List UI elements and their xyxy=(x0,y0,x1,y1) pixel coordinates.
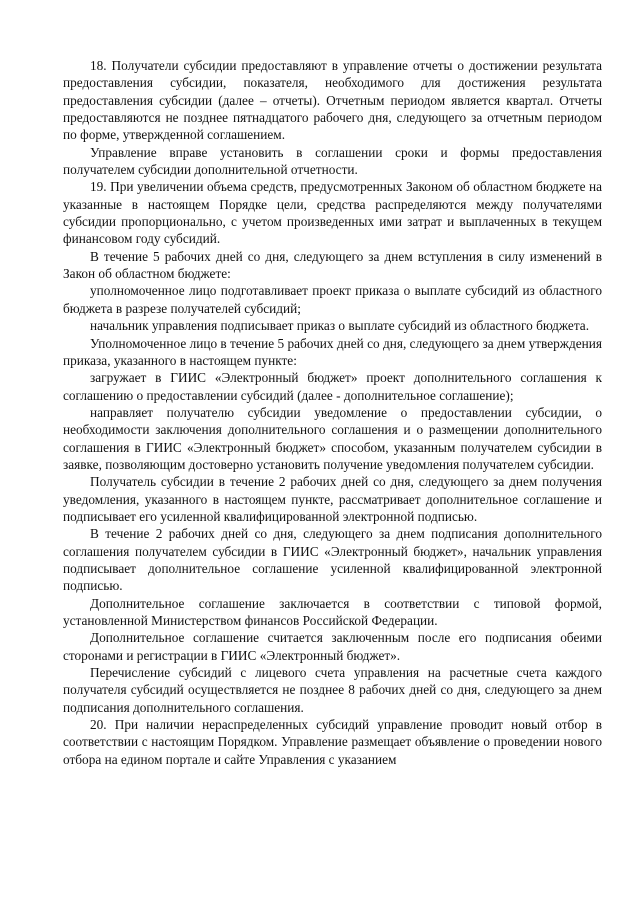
paragraph-19-transfer: Перечисление субсидий с лицевого счета управления на расчетные счета каждого получателя субсидий осуществляется не позднее 8 рабочих дней со дня, следующего за днем подписания дополнительного соглашения. xyxy=(63,665,602,715)
paragraph-19-item-sign-order: начальник управления подписывает приказ о выплате субсидий из областного бюджета. xyxy=(90,318,590,334)
paragraph-19: 19. При увеличении объема средств, предусмотренных Законом об областном бюджете на указанные в настоящем Порядке цели, средства распределяются между получателями субсидии пропорционально, с учетом произведенных ими затрат и выплаченных в текущем финансовом году субсидий. xyxy=(63,179,602,247)
paragraph-19-item-draft-order: уполномоченное лицо подготавливает проект приказа о выплате субсидий из областного бюджета в разрезе получателей субсидий; xyxy=(63,283,602,316)
paragraph-19-recipient-signs: Получатель субсидии в течение 2 рабочих дней со дня, следующего за днем получения уведомления, указанного в настоящем пункте, рассматривает дополнительное соглашение и подписывает его усиленной квалифицированной электронной подписью. xyxy=(63,474,602,524)
document-body xyxy=(63,57,602,768)
paragraph-18: 18. Получатели субсидии предоставляют в управление отчеты о достижении результата предоставления субсидии, показателя, необходимого для достижения результата предоставления субсидии (далее – отчеты). Отчетным периодом является квартал. Отчеты предоставляются не позднее пятнадцатого рабочего дня, следующего за отчетным периодом по форме, утвержденной соглашением. xyxy=(63,58,602,143)
paragraph-19-head-signs: В течение 2 рабочих дней со дня, следующего за днем подписания дополнительного соглашения получателем субсидии в ГИИС «Электронный бюджет», начальник управления подписывает дополнительное соглашение усиленной квалифицированной электронной подписью. xyxy=(63,526,602,594)
paragraph-19-item-notify: направляет получателю субсидии уведомление о предоставлении субсидии, о необходимости заключения дополнительного соглашения и о размещении дополнительного соглашения в ГИИС «Электронный бюджет» способом, указанным получателем субсидии в заявке, позволяющим достоверно установить получение уведомления получателем субсидии. xyxy=(63,404,602,472)
paragraph-19-item-upload: загружает в ГИИС «Электронный бюджет» проект дополнительного соглашения к соглашению о предоставлении субсидий (далее - дополнительное соглашение); xyxy=(63,370,602,403)
paragraph-19-authorized-person: Уполномоченное лицо в течение 5 рабочих дней со дня, следующего за днем утверждения приказа, указанного в настоящем пункте: xyxy=(63,335,602,368)
paragraph-19-concluded: Дополнительное соглашение считается заключенным после его подписания обеими сторонами и регистрации в ГИИС «Электронный бюджет». xyxy=(63,630,602,663)
paragraph-19-deadline: В течение 5 рабочих дней со дня, следующего за днем вступления в силу изменений в Закон об областном бюджете: xyxy=(63,248,602,282)
paragraph-20: 20. При наличии нераспределенных субсидий управление проводит новый отбор в соответствии с настоящим Порядком. Управление размещает объявление о проведении нового отбора на едином портале и сайте Управления с указанием xyxy=(63,717,602,767)
paragraph-19-standard-form: Дополнительное соглашение заключается в соответствии с типовой формой, установленной Министерством финансов Российской Федерации. xyxy=(63,595,602,628)
paragraph-18-additional-reporting: Управление вправе установить в соглашении сроки и формы предоставления получателем субсидии дополнительной отчетности. xyxy=(63,144,602,178)
